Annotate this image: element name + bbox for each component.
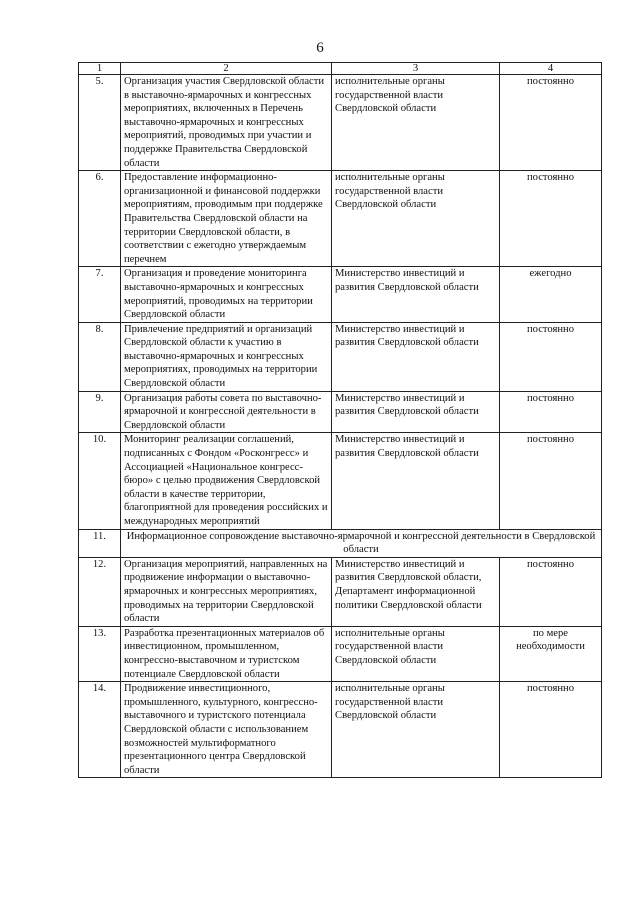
row-number: 7. (79, 267, 121, 322)
page-number: 6 (316, 40, 324, 56)
measure-cell: Привлечение предприятий и организаций Свердловской области к участию в выставочно-ярмарочных и конгрессных мероприятиях, проводимых на территории Свердловской области (121, 322, 332, 391)
table-row (79, 557, 602, 626)
table-row (79, 267, 602, 322)
period-cell: постоянно (500, 557, 602, 626)
row-number: 9. (79, 391, 121, 433)
table-row (79, 391, 602, 433)
period-cell: ежегодно (500, 267, 602, 322)
period-cell: постоянно (500, 322, 602, 391)
measure-cell: Организация работы совета по выставочно-ярмарочной и конгрессной деятельности в Свердловской области (121, 391, 332, 433)
executor-cell: исполнительные органы государственной власти Свердловской области (332, 75, 500, 171)
period-cell: постоянно (500, 682, 602, 778)
period-cell: постоянно (500, 391, 602, 433)
section-title: Информационное сопровождение выставочно-ярмарочной и конгрессной деятельности в Свердловской области (121, 529, 602, 557)
header-cell: 4 (500, 63, 602, 75)
row-number: 13. (79, 626, 121, 681)
period-cell: постоянно (500, 75, 602, 171)
measure-cell: Организация мероприятий, направленных на продвижение информации о выставочно-ярмарочных и конгрессных мероприятиях, проводимых на территории Свердловской области (121, 557, 332, 626)
measure-cell: Предоставление информационно-организационной и финансовой поддержки мероприятиям, проводимым при поддержке Правительства Свердловской области на территории Свердловской области, в соответствии с ежегодно утверждаемым перечнем (121, 171, 332, 267)
measures-table (78, 62, 602, 778)
header-cell: 2 (121, 63, 332, 75)
executor-cell: Министерство инвестиций и развития Свердловской области (332, 391, 500, 433)
row-number: 12. (79, 557, 121, 626)
table-row (79, 626, 602, 681)
executor-cell: исполнительные органы государственной власти Свердловской области (332, 171, 500, 267)
table-row (79, 433, 602, 529)
table-row (79, 75, 602, 171)
header-cell: 1 (79, 63, 121, 75)
period-cell: постоянно (500, 171, 602, 267)
row-number: 11. (79, 529, 121, 557)
row-number: 10. (79, 433, 121, 529)
executor-cell: Министерство инвестиций и развития Свердловской области, Департамент информационной политики Свердловской области (332, 557, 500, 626)
executor-cell: исполнительные органы государственной власти Свердловской области (332, 682, 500, 778)
executor-cell: Министерство инвестиций и развития Свердловской области (332, 322, 500, 391)
period-cell: по мере необходимости (500, 626, 602, 681)
period-cell: постоянно (500, 433, 602, 529)
measure-cell: Мониторинг реализации соглашений, подписанных с Фондом «Росконгресс» и Ассоциацией «Национальное конгресс-бюро» с целью продвижения Свердловской области в качестве территории, благоприятной для проведения российских и международных мероприятий (121, 433, 332, 529)
measure-cell: Разработка презентационных материалов об инвестиционном, промышленном, конгрессно-выставочном и туристском потенциале Свердловской области (121, 626, 332, 681)
executor-cell: исполнительные органы государственной власти Свердловской области (332, 626, 500, 681)
table-header-row (79, 63, 602, 75)
executor-cell: Министерство инвестиций и развития Свердловской области (332, 267, 500, 322)
measure-cell: Продвижение инвестиционного, промышленного, культурного, конгрессно-выставочного и туристского потенциала Свердловской области с использованием возможностей мультиформатного презентационного центра Свердловской области (121, 682, 332, 778)
row-number: 8. (79, 322, 121, 391)
table-row (79, 682, 602, 778)
row-number: 6. (79, 171, 121, 267)
row-number: 5. (79, 75, 121, 171)
executor-cell: Министерство инвестиций и развития Свердловской области (332, 433, 500, 529)
measure-cell: Организация участия Свердловской области в выставочно-ярмарочных и конгрессных мероприятиях, включенных в Перечень выставочно-ярмарочных и конгрессных мероприятий, проводимых при участии и поддержке Правительства Свердловской области (121, 75, 332, 171)
row-number: 14. (79, 682, 121, 778)
header-cell: 3 (332, 63, 500, 75)
table-row (79, 171, 602, 267)
measure-cell: Организация и проведение мониторинга выставочно-ярмарочных и конгрессных мероприятий, проводимых на территории Свердловской области (121, 267, 332, 322)
section-row (79, 529, 602, 557)
table-row (79, 322, 602, 391)
